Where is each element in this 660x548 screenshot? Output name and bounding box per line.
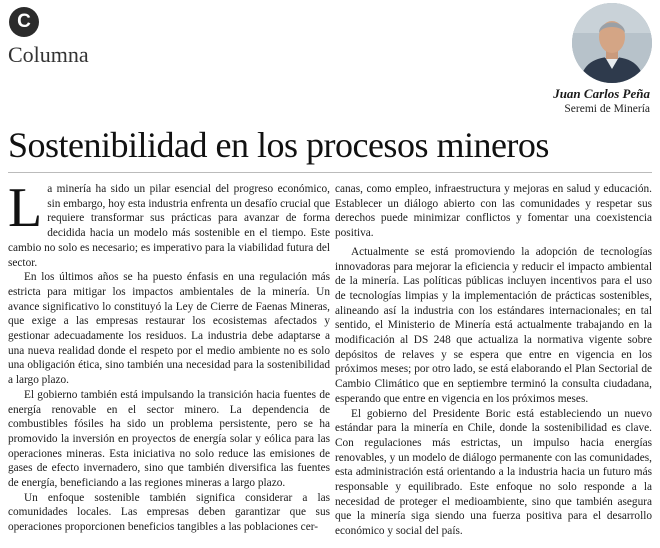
- article-paragraph: El gobierno del Presidente Boric está estableciendo un nuevo estándar para la minería en Chile, donde la sostenibilidad es clave. Con regulaciones más estrictas, un impulso hacia energías renovables, y un modelo de diálogo permanente con las comunidades, esta administración está orientando a la industria hacia un futuro más responsable y equilibrado. Este enfoque no solo responde a la necesidad de proteger el medioambiente, sino que también asegura que la minería siga siendo una fuerza positiva para el desarrollo económico y social del país.: [335, 407, 652, 538]
- article-paragraph: Un enfoque sostenible también significa considerar a las comunidades locales. Las empresas deben garantizar que sus operaciones proporcionen beneficios tangibles a las poblaciones cer-: [8, 491, 330, 534]
- article-column-right: [335, 182, 652, 539]
- article-paragraph: Actualmente se está promoviendo la adopción de tecnologías innovadoras para mejorar la eficiencia y reducir el impacto ambiental de la minería. Las políticas públicas incluyen incentivos para el uso de tecnologías limpias y la implementación de prácticas sostenibles, alineando así la industria con los estándares internacionales; en tal sentido, el Ministerio de Minería está actualmente trabajando en la modificación al DS 248 que actualiza la normativa vigente sobre depósitos de relaves y se espera que entre en vigencia en los próximos meses; por otro lado, se está elaborando el Plan Sectorial de Cambio Climático que en septiembre terminó la consulta ciudadana, esperando que entre en vigencia en los próximos meses.: [335, 245, 652, 405]
- article-headline: Sostenibilidad en los procesos mineros: [8, 125, 549, 165]
- author-name: Juan Carlos Peña: [553, 86, 650, 101]
- article-paragraph: En los últimos años se ha puesto énfasis en una regulación más estricta para mitigar los impactos ambientales de la minería. Un avance significativo lo constituyó la Ley de Cierre de Faenas Mineras, que exige a las empresas restaurar los ecosistemas afectados y gestionar adecuadamente los residuos. La industria debe adaptarse a una nueva realidad donde el respeto por el medio ambiente no es solo una obligación ética, sino también una necesidad para la sostenibilidad a largo plazo.: [8, 271, 330, 387]
- article-paragraph: canas, como empleo, infraestructura y mejoras en salud y educación. Establecer un diálogo abierto con las comunidades y respetar sus derechos puede minimizar conflictos y fomentar una coexistencia positiva.: [335, 183, 652, 240]
- author-photo: [572, 3, 652, 83]
- article-paragraph: El gobierno también está impulsando la transición hacia fuentes de energía renovable en el sector minero. La dependencia de combustibles fósiles ha sido un problema persistente, pero se ha promovido la inversión en proyectos de energía solar y eólica para las operaciones mineras. Esta iniciativa no solo reduce las emisiones de gases de efecto invernadero, sino que también diversifica las fuentes de energía, beneficiando a las regiones mineras a largo plazo.: [8, 388, 330, 490]
- author-block: [553, 86, 650, 115]
- section-label: Columna: [8, 42, 89, 67]
- headline-divider: [8, 172, 652, 173]
- author-role: Seremi de Minería: [564, 103, 650, 115]
- paragraph-text: a minería ha sido un pilar esencial del progreso económico, sin embargo, hoy esta industria enfrenta un desafío crucial que requiere transformar sus prácticas para avanzar de forma decidida hacia un modelo más sostenible en el tiempo. Este cambio no solo es necesario; es imperativo para la viabilidad futura del sector.: [8, 183, 330, 269]
- article-paragraph: [8, 177, 330, 270]
- article-column-left: [8, 177, 330, 535]
- column-badge: C: [9, 7, 39, 37]
- drop-cap: L: [8, 177, 43, 239]
- author-portrait-icon: [572, 3, 652, 83]
